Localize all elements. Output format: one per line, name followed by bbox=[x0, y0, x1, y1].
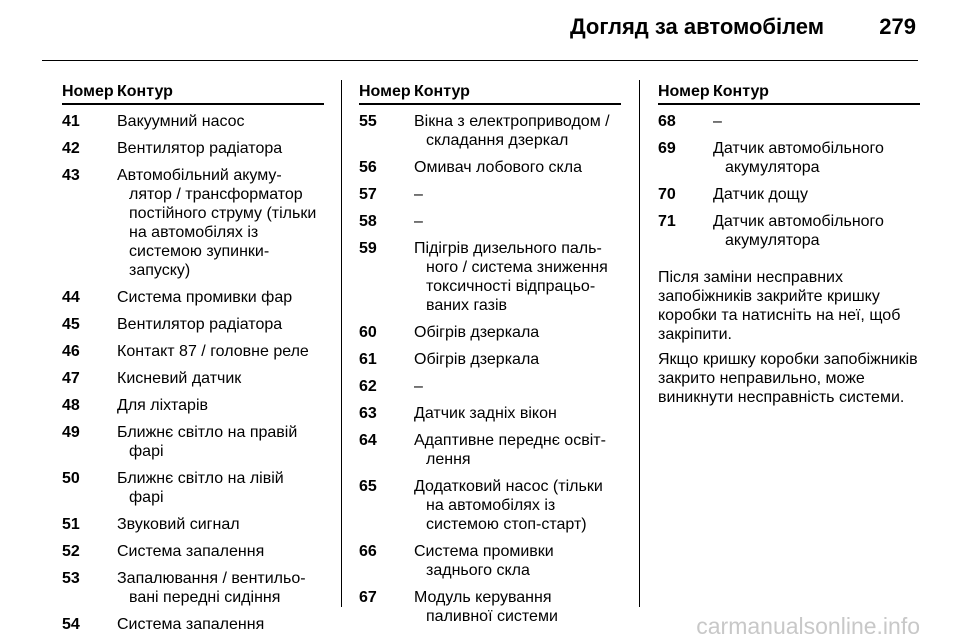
table-row bbox=[658, 112, 920, 131]
table-row bbox=[359, 404, 621, 423]
circuit-description bbox=[414, 323, 621, 342]
circuit-description bbox=[117, 423, 324, 461]
circuit-description bbox=[713, 112, 920, 131]
fuse-number: 49 bbox=[62, 424, 80, 441]
fuse-number: 64 bbox=[359, 432, 377, 449]
fuse-number: 59 bbox=[359, 240, 377, 257]
table-row bbox=[62, 288, 324, 307]
circuit-description-first-line: Обігрів дзеркала bbox=[414, 324, 540, 341]
fuse-number: 70 bbox=[658, 186, 676, 203]
table-header bbox=[359, 82, 621, 105]
table-row bbox=[359, 377, 621, 396]
page-header bbox=[0, 0, 960, 62]
circuit-description bbox=[117, 342, 324, 361]
circuit-description bbox=[414, 542, 621, 580]
circuit-description-first-line: – bbox=[414, 378, 423, 395]
fuse-number: 67 bbox=[359, 589, 377, 606]
circuit-description-continuation: паливної системи bbox=[426, 608, 558, 625]
table-row bbox=[62, 396, 324, 415]
circuit-description-continuation: заднього скла bbox=[426, 562, 530, 579]
circuit-description-continuation: на автомобілях із системою стоп-старт) bbox=[426, 497, 587, 533]
circuit-description-first-line: – bbox=[713, 113, 722, 130]
fuse-number: 44 bbox=[62, 289, 80, 306]
circuit-description bbox=[414, 158, 621, 177]
table-header bbox=[62, 82, 324, 105]
circuit-description-continuation: ного / система зниження токсичності відпрацьо- ваних газів bbox=[426, 259, 608, 314]
circuit-description-first-line: Контакт 87 / головне реле bbox=[117, 343, 309, 360]
note-paragraph: Після заміни несправних запобіжників закрийте кришку коробки та натисніть на неї, щоб закріпити. bbox=[658, 269, 901, 343]
circuit-description bbox=[414, 477, 621, 534]
circuit-description bbox=[414, 112, 621, 150]
circuit-description-first-line: Система промивки фар bbox=[117, 289, 293, 306]
circuit-description-first-line: Омивач лобового скла bbox=[414, 159, 582, 176]
fuse-number: 58 bbox=[359, 213, 377, 230]
table-row bbox=[62, 515, 324, 534]
circuit-description bbox=[414, 588, 621, 626]
column-divider bbox=[341, 80, 342, 607]
circuit-description-first-line: Система промивки bbox=[414, 543, 554, 560]
note-paragraph: Якщо кришку коробки запобіжників закрито неправильно, може виникнути несправність системи. bbox=[658, 351, 918, 406]
circuit-description-first-line: Система запалення bbox=[117, 616, 265, 633]
circuit-description-first-line: Звуковий сигнал bbox=[117, 516, 240, 533]
header-number: Номер bbox=[62, 83, 114, 100]
table-row bbox=[62, 166, 324, 280]
header-circuit: Контур bbox=[117, 83, 173, 100]
table-row bbox=[359, 542, 621, 580]
header-circuit: Контур bbox=[414, 83, 470, 100]
table-row bbox=[62, 423, 324, 461]
fuse-number: 71 bbox=[658, 213, 676, 230]
circuit-description-continuation: складання дзеркал bbox=[426, 132, 569, 149]
circuit-description bbox=[117, 112, 324, 131]
circuit-description bbox=[117, 469, 324, 507]
fuse-number: 48 bbox=[62, 397, 80, 414]
table-row bbox=[359, 212, 621, 231]
table-row bbox=[62, 369, 324, 388]
circuit-description-first-line: Кисневий датчик bbox=[117, 370, 242, 387]
notes bbox=[658, 268, 920, 407]
circuit-description-continuation: акумулятора bbox=[725, 159, 820, 176]
circuit-description-first-line: Система запалення bbox=[117, 543, 265, 560]
circuit-description bbox=[117, 288, 324, 307]
fuse-number: 68 bbox=[658, 113, 676, 130]
circuit-description-first-line: Ближнє світло на правій bbox=[117, 424, 298, 441]
table-row bbox=[658, 212, 920, 250]
circuit-description-first-line: Датчик автомобільного bbox=[713, 140, 884, 157]
circuit-description-first-line: Датчик дощу bbox=[713, 186, 809, 203]
table-row bbox=[359, 477, 621, 534]
fuse-number: 41 bbox=[62, 113, 80, 130]
table-row bbox=[359, 239, 621, 315]
circuit-description-first-line: Обігрів дзеркала bbox=[414, 351, 540, 368]
circuit-description-first-line: Датчик задніх вікон bbox=[414, 405, 557, 422]
fuse-number: 52 bbox=[62, 543, 80, 560]
circuit-description bbox=[414, 404, 621, 423]
circuit-description-first-line: Вентилятор радіатора bbox=[117, 316, 283, 333]
table-row bbox=[658, 185, 920, 204]
table-header bbox=[658, 82, 920, 105]
table-row bbox=[62, 615, 324, 634]
circuit-description-first-line: Вакуумний насос bbox=[117, 113, 245, 130]
circuit-description bbox=[117, 139, 324, 158]
fuse-number: 43 bbox=[62, 167, 80, 184]
circuit-description-first-line: Для ліхтарів bbox=[117, 397, 208, 414]
table-row bbox=[359, 431, 621, 469]
fuse-number: 55 bbox=[359, 113, 377, 130]
table-row bbox=[62, 542, 324, 561]
circuit-description bbox=[713, 139, 920, 177]
table-row bbox=[359, 350, 621, 369]
fuse-number: 54 bbox=[62, 616, 80, 633]
circuit-description bbox=[117, 569, 324, 607]
header-number: Номер bbox=[359, 83, 411, 100]
fuse-table-column-2 bbox=[359, 82, 621, 634]
circuit-description-continuation: вані передні сидіння bbox=[129, 589, 281, 606]
circuit-description-first-line: Запалювання / вентильо- bbox=[117, 570, 306, 587]
circuit-description bbox=[414, 377, 621, 396]
circuit-description-continuation: лення bbox=[426, 451, 471, 468]
circuit-description bbox=[117, 369, 324, 388]
table-row bbox=[658, 139, 920, 177]
circuit-description-first-line: Автомобільний акуму- bbox=[117, 167, 282, 184]
table-row bbox=[359, 588, 621, 626]
fuse-number: 51 bbox=[62, 516, 80, 533]
table-row bbox=[359, 112, 621, 150]
circuit-description bbox=[414, 350, 621, 369]
table-row bbox=[62, 315, 324, 334]
table-row bbox=[62, 342, 324, 361]
circuit-description-first-line: Адаптивне переднє освіт- bbox=[414, 432, 606, 449]
circuit-description bbox=[414, 239, 621, 315]
table-row bbox=[359, 323, 621, 342]
circuit-description bbox=[117, 515, 324, 534]
circuit-description bbox=[117, 315, 324, 334]
circuit-description-continuation: фарі bbox=[129, 489, 164, 506]
circuit-description-continuation: акумулятора bbox=[725, 232, 820, 249]
table-row bbox=[62, 569, 324, 607]
circuit-description-continuation: лятор / трансформатор постійного струму (тільки на автомобілях із системою зупинки- запуску) bbox=[129, 186, 317, 279]
fuse-number: 62 bbox=[359, 378, 377, 395]
table-row bbox=[62, 469, 324, 507]
fuse-number: 47 bbox=[62, 370, 80, 387]
fuse-table-column-1 bbox=[62, 82, 324, 642]
circuit-description bbox=[117, 542, 324, 561]
fuse-number: 42 bbox=[62, 140, 80, 157]
table-row bbox=[359, 158, 621, 177]
fuse-number: 45 bbox=[62, 316, 80, 333]
fuse-number: 61 bbox=[359, 351, 377, 368]
circuit-description-first-line: Вікна з електроприводом / bbox=[414, 113, 610, 130]
fuse-number: 53 bbox=[62, 570, 80, 587]
circuit-description bbox=[414, 431, 621, 469]
page-title: Догляд за автомобілем bbox=[569, 14, 824, 39]
circuit-description-first-line: Датчик автомобільного bbox=[713, 213, 884, 230]
table-row bbox=[62, 112, 324, 131]
fuse-table-column-3 bbox=[658, 82, 920, 413]
fuse-number: 69 bbox=[658, 140, 676, 157]
fuse-number: 56 bbox=[359, 159, 377, 176]
fuse-number: 50 bbox=[62, 470, 80, 487]
circuit-description-first-line: Модуль керування bbox=[414, 589, 552, 606]
fuse-number: 63 bbox=[359, 405, 377, 422]
header-divider bbox=[42, 60, 918, 61]
fuse-number: 57 bbox=[359, 186, 377, 203]
circuit-description bbox=[117, 166, 324, 280]
circuit-description-first-line: Додатковий насос (тільки bbox=[414, 478, 603, 495]
page-number: 279 bbox=[879, 14, 916, 39]
circuit-description-continuation: фарі bbox=[129, 443, 164, 460]
table-row bbox=[359, 185, 621, 204]
fuse-number: 66 bbox=[359, 543, 377, 560]
header-number: Номер bbox=[658, 83, 710, 100]
fuse-number: 60 bbox=[359, 324, 377, 341]
circuit-description bbox=[117, 396, 324, 415]
header-circuit: Контур bbox=[713, 83, 769, 100]
circuit-description-first-line: Підігрів дизельного паль- bbox=[414, 240, 602, 257]
circuit-description bbox=[414, 185, 621, 204]
table-row bbox=[62, 139, 324, 158]
circuit-description-first-line: Вентилятор радіатора bbox=[117, 140, 283, 157]
circuit-description bbox=[713, 212, 920, 250]
circuit-description-first-line: – bbox=[414, 186, 423, 203]
column-divider bbox=[639, 80, 640, 607]
circuit-description bbox=[117, 615, 324, 634]
circuit-description bbox=[713, 185, 920, 204]
circuit-description-first-line: Ближнє світло на лівій bbox=[117, 470, 284, 487]
fuse-number: 46 bbox=[62, 343, 80, 360]
circuit-description bbox=[414, 212, 621, 231]
watermark: carmanualsonline.info bbox=[696, 613, 920, 639]
circuit-description-first-line: – bbox=[414, 213, 423, 230]
fuse-number: 65 bbox=[359, 478, 377, 495]
